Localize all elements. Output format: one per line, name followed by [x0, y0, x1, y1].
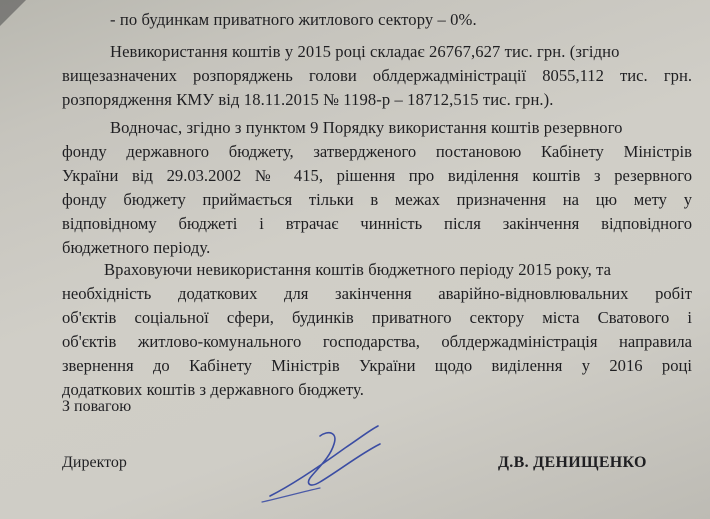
- text-line: розпорядження КМУ від 18.11.2015 № 1198-р – 18712,515 тис. грн.).: [62, 90, 554, 109]
- text-line: Враховуючи невикористання коштів бюджетного періоду 2015 року, та: [104, 260, 612, 279]
- handwritten-signature: [250, 418, 410, 508]
- text-line: додаткових коштів з державного бюджету.: [62, 380, 364, 399]
- text-line: України від 29.03.2002 № 415, рішення про виділення коштів з резервного: [62, 166, 692, 185]
- position-label: Директор: [62, 454, 127, 471]
- text-line: об'єктів житлово-комунального господарства, облдержадміністрація направила: [62, 332, 692, 351]
- text-line: Невикористання коштів у 2015 році складає 26767,627 тис. грн. (згідно: [110, 42, 620, 61]
- text-line: вищезазначених розпоряджень голови облдержадміністрації 8055,112 тис. грн.: [62, 66, 692, 85]
- text-line: бюджетного періоду.: [62, 238, 211, 257]
- text-line: необхідність додаткових для закінчення аварійно-відновлювальних робіт: [62, 284, 692, 303]
- text-line: - по будинкам приватного житлового сектору – 0%.: [110, 10, 477, 29]
- text-line: звернення до Кабінету Міністрів України щодо виділення у 2016 році: [62, 356, 692, 375]
- text-line: фонду державного бюджету, затвердженого постановою Кабінету Міністрів: [62, 142, 692, 161]
- text-line: Водночас, згідно з пунктом 9 Порядку використання коштів резервного: [110, 118, 623, 137]
- text-line: об'єктів соціальної сфери, будинків приватного сектору міста Сватового і: [62, 308, 692, 327]
- text-line: відповідному бюджеті і втрачає чинність після закінчення відповідного: [62, 214, 692, 233]
- closing-text: З повагою: [62, 398, 132, 415]
- folded-corner: [0, 0, 26, 26]
- text-line: фонду бюджету приймається тільки в межах призначення на цю мету у: [62, 190, 692, 209]
- signatory-name: Д.В. ДЕНИЩЕНКО: [498, 454, 647, 471]
